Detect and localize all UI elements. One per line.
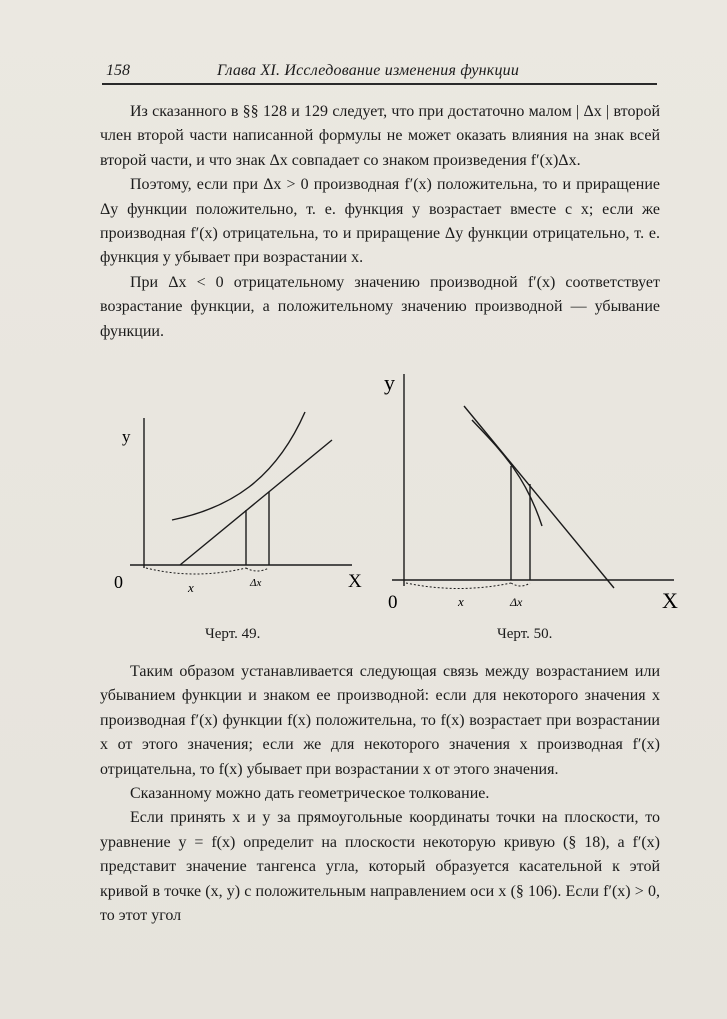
fig50-dx-brace	[511, 583, 530, 586]
paragraph-6: Если принять x и y за прямоугольные координаты точки на плоскости, то уравнение y = f(x) определит на плоскости некоторую кривую (§ 18), а f′(x) представит значение тангенса угла, который образуется касательной к этой кривой в точке (x, y) с положительным направлением оси x (§ 106). Если f′(x) > 0, то этот угол	[100, 809, 660, 925]
fig50-dx-mark: Δx	[510, 595, 523, 609]
text-block-top	[100, 100, 660, 344]
fig49-curve	[172, 412, 305, 520]
figure-50	[384, 366, 684, 621]
paragraph-1: Из сказанного в §§ 128 и 129 следует, что при достаточно малом | Δx | второй член второй части написанной формулы не может оказать влияния на знак всей второй части, и что знак Δx совпадает со знаком произведения f′(x)Δx.	[100, 103, 660, 169]
paragraph-4: Таким образом устанавливается следующая связь между возрастанием или убыванием функции и знаком ее производной: если для некоторого значения x производная f′(x) функции f(x) положительна, то f(x) возрастает при возрастании x от этого значения; если же для некоторого значения x производная f′(x) отрицательна, то f(x) убывает при возрастании x от этого значения.	[100, 663, 660, 778]
fig50-x-mark: x	[458, 594, 464, 609]
fig49-tangent	[180, 440, 332, 565]
fig50-tangent	[464, 406, 614, 588]
fig49-x-mark: x	[188, 580, 194, 595]
paragraph-3: При Δx < 0 отрицательному значению производной f′(x) соответствует возрастание функции, а положительному значению производной — убывание функции.	[100, 273, 660, 340]
fig49-origin-label: 0	[114, 572, 123, 592]
fig50-caption: Черт. 50.	[497, 626, 553, 642]
fig50-curve	[472, 420, 542, 526]
fig50-origin-label: 0	[388, 592, 398, 613]
fig49-dx-mark: Δx	[250, 577, 262, 589]
fig49-x-brace	[146, 568, 246, 574]
fig49-x-label: X	[348, 571, 362, 592]
fig49-y-label: y	[122, 427, 131, 446]
fig50-y-label: y	[384, 370, 395, 395]
fig49-dx-brace	[246, 568, 269, 571]
fig50-x-label: X	[662, 588, 678, 613]
fig49-caption: Черт. 49.	[205, 626, 261, 642]
header-rule	[102, 83, 657, 85]
running-title: Глава XI. Исследование изменения функции	[217, 62, 520, 79]
figure-49	[100, 400, 380, 645]
paragraph-5: Сказанному можно дать геометрическое толкование.	[130, 785, 490, 803]
page-number: 158	[106, 62, 130, 79]
paragraph-2: Поэтому, если при Δx > 0 производная f′(x) положительна, то и приращение Δy функции положительно, т. е. функция y возрастает вместе с x; если же производная f′(x) отрицательна, то и приращение Δy функции отрицательно, т. е. функция y убывает при возрастании x.	[100, 176, 660, 267]
page-header	[102, 58, 657, 84]
fig50-x-brace	[406, 583, 511, 589]
text-block-bottom	[100, 660, 660, 928]
